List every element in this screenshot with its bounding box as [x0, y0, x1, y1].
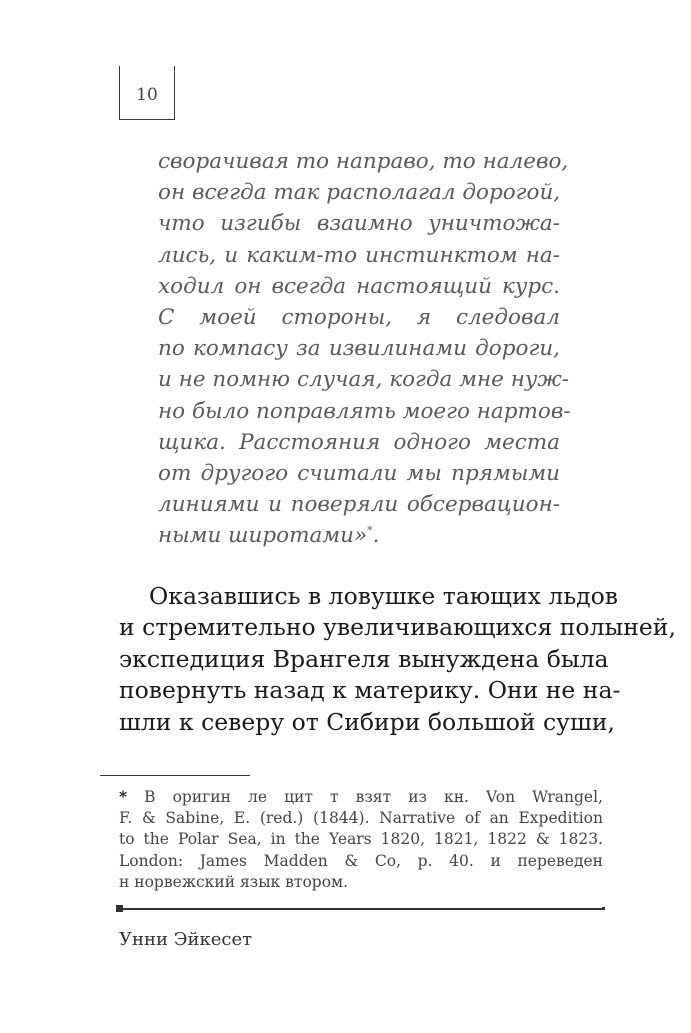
quote-line: лись, и каким-то инстинктом на- [158, 242, 560, 268]
body-line: повернуть назад к материку. Они не на- [119, 676, 621, 705]
footnote-reference[interactable]: * [367, 524, 373, 538]
footnote-divider [100, 775, 250, 776]
quote-last-line [158, 520, 560, 551]
footnote-line [119, 786, 603, 808]
footnote-line: to the Polar Sea, in the Years 1820, 1821, 1822 & 1823. [119, 830, 603, 849]
running-footer-author: Унни Эйкесет [119, 929, 253, 950]
body-line: Оказавшись в ловушке тающих льдов [149, 582, 618, 610]
quote-line: но было поправлять моего нартов- [158, 398, 571, 424]
body-paragraph [119, 581, 676, 738]
footer-rule [119, 908, 605, 911]
quote-line: сворачивая то направо, то налево, [158, 149, 569, 174]
quote-line: от другого считали мы прямыми [158, 461, 560, 487]
footnote-line: F. & Sabine, E. (red.) (1844). Narrative of an Expedition [119, 809, 603, 828]
quote-end-punct: . [372, 523, 380, 549]
footer-rule-end-dot [602, 907, 605, 910]
body-line: и стремительно увеличивающихся полыней, [119, 613, 676, 642]
quote-line: он всегда так располагал дорогой, [158, 180, 561, 206]
footnote-line: н норвежский язык втором. [119, 872, 349, 891]
quote-line: С моей стороны, я следовал [158, 305, 560, 331]
footnote-mark: * [119, 787, 128, 806]
body-line: экспедиция Врангеля вынуждена была [119, 644, 609, 673]
quote-block [158, 146, 571, 552]
footnote-line: London: James Madden & Co, p. 40. и переведен [119, 851, 603, 870]
quote-line: что изгибы взаимно уничтожа- [158, 211, 560, 237]
quote-line: щика. Расстояния одного места [158, 429, 560, 455]
body-line: шли к северу от Сибири большой суши, [119, 707, 615, 736]
footnote-block [119, 786, 603, 893]
quote-line: линиями и поверяли обсервацион- [158, 492, 560, 518]
footnote-text: В оригин ле цит т взят из кн. Von Wrangel, [144, 788, 603, 806]
quote-line: ными широтами» [158, 523, 368, 549]
quote-line: и не помню случая, когда мне нуж- [158, 367, 570, 393]
quote-line: ходил он всегда настоящий курс. [158, 273, 560, 299]
page-number [119, 66, 175, 120]
quote-line: по компасу за извилинами дороги, [158, 336, 560, 362]
page-number-text: 10 [136, 84, 158, 105]
